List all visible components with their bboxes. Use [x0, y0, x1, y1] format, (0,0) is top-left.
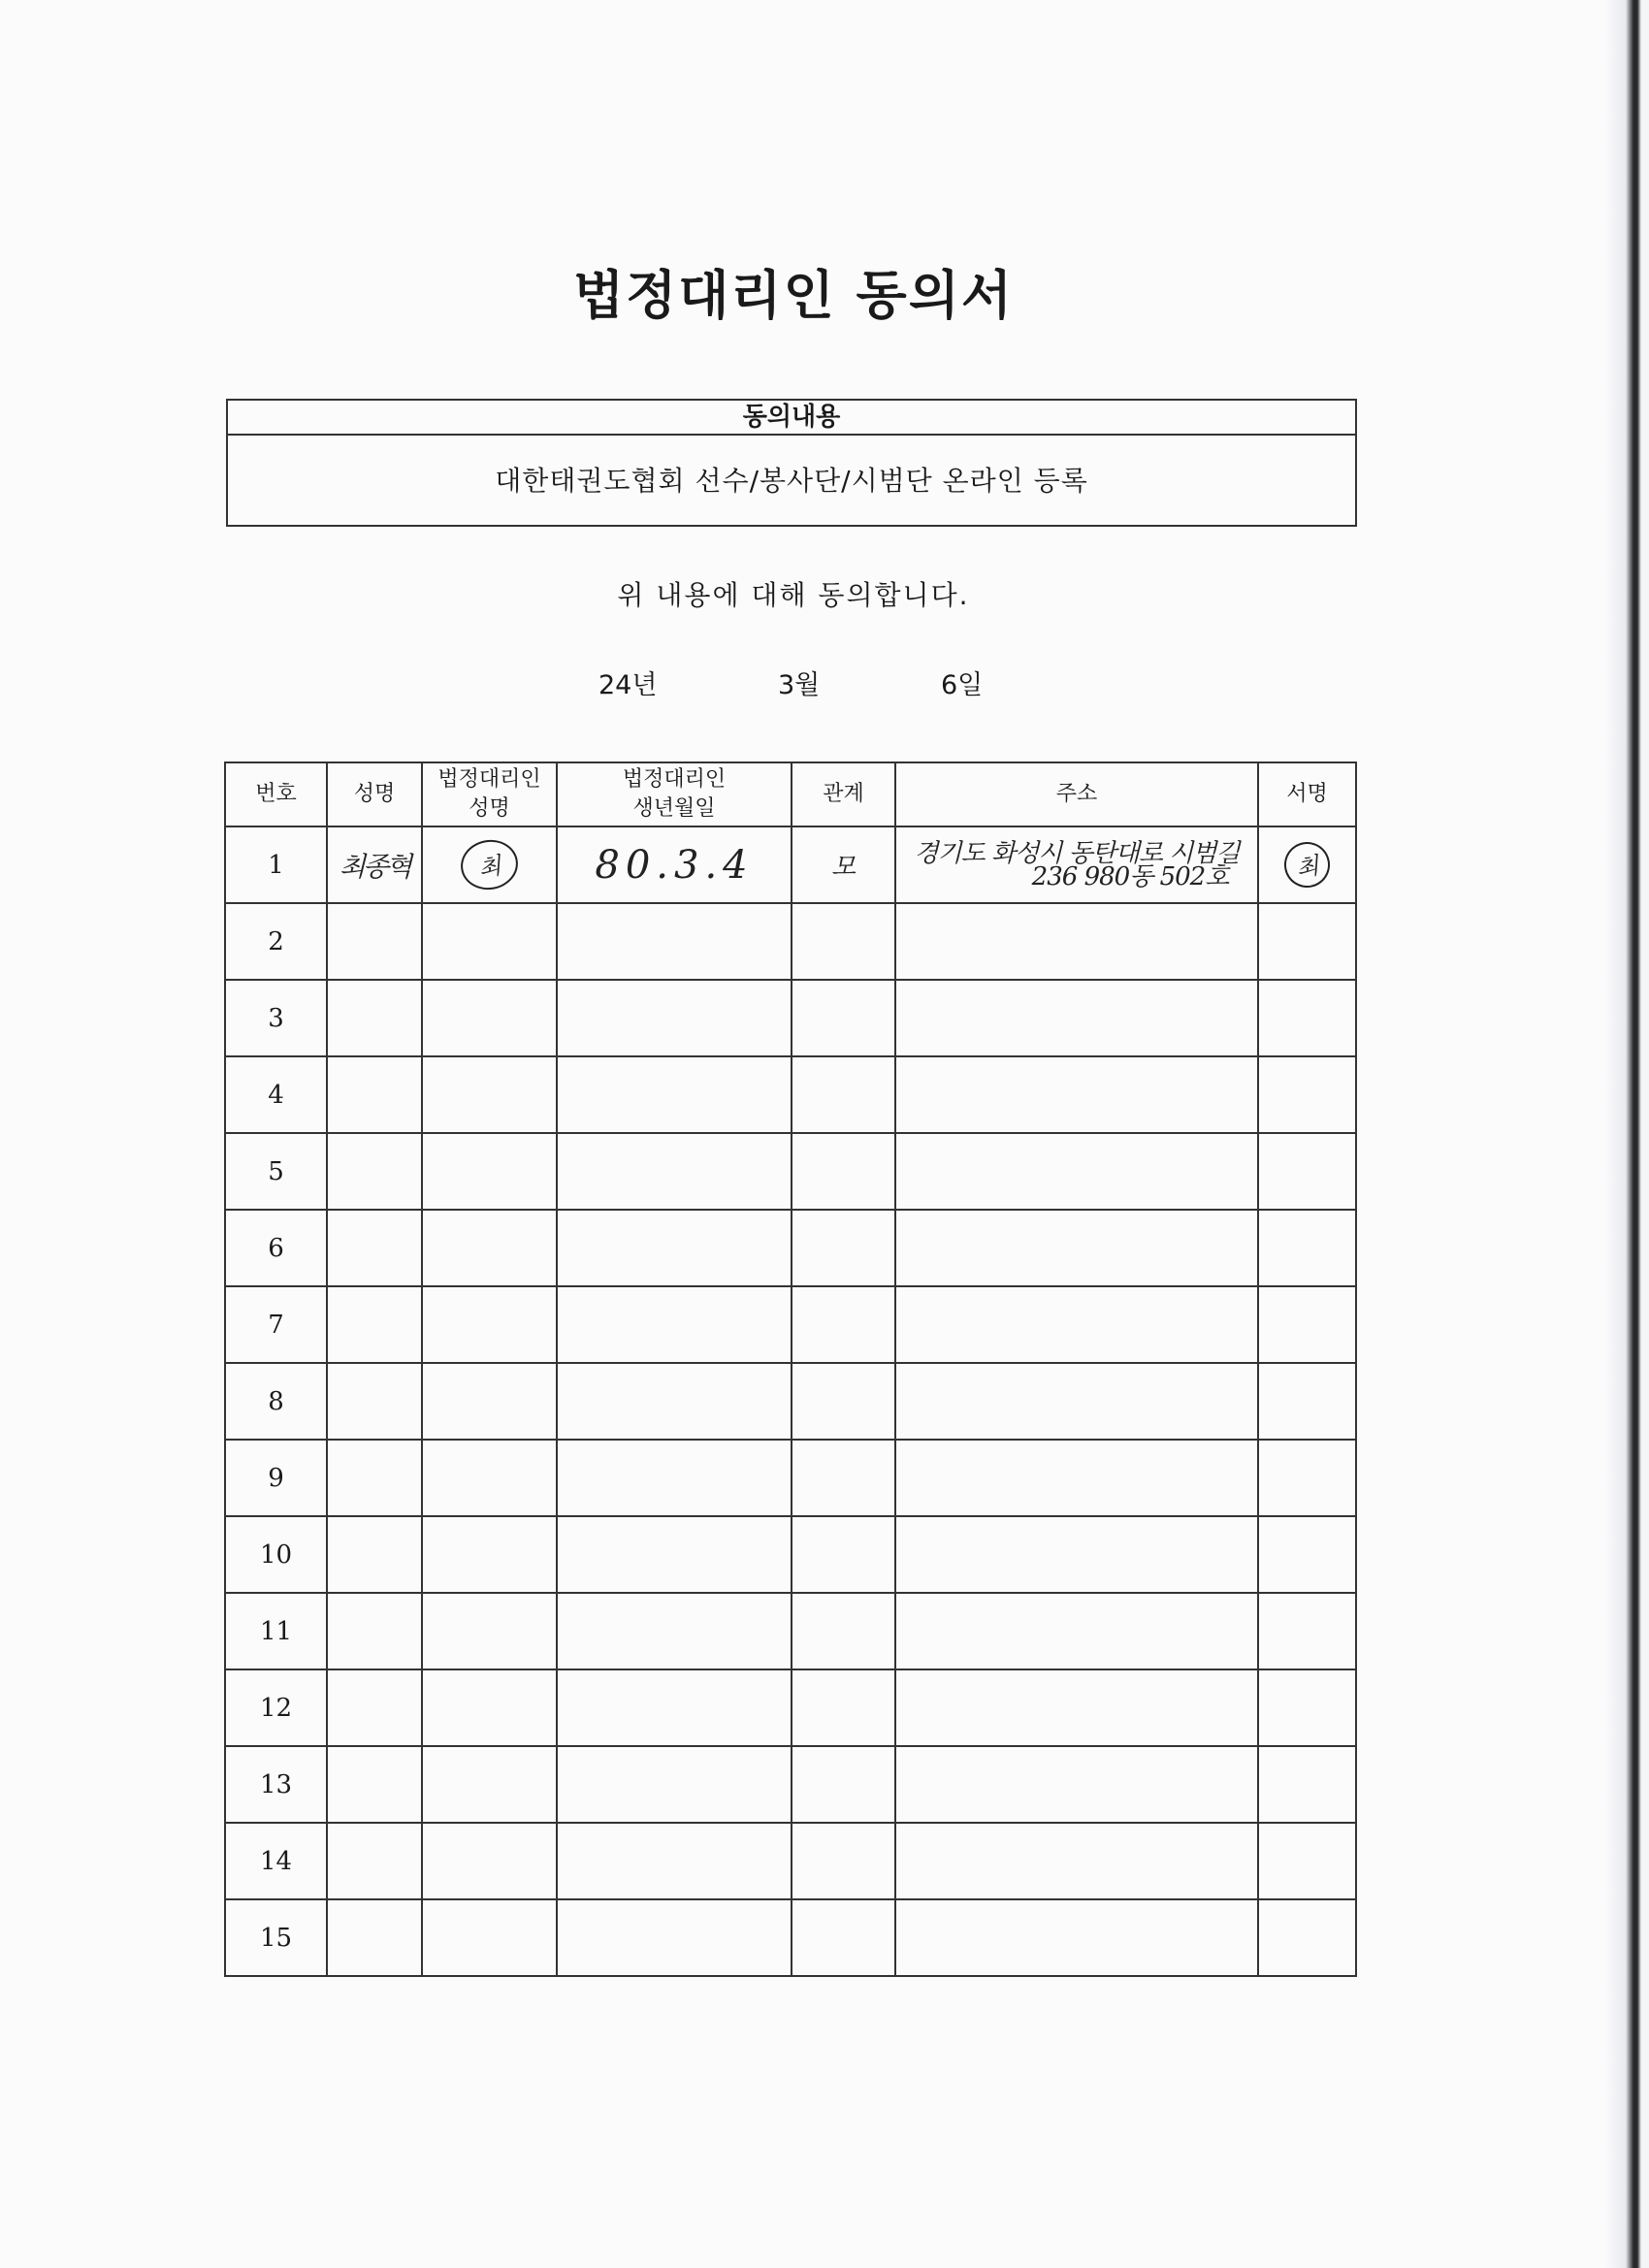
- row-name: [327, 1899, 422, 1976]
- table-row: [225, 1056, 1356, 1133]
- row-relation: [792, 1823, 895, 1899]
- row-relation: [792, 1593, 895, 1669]
- row-name: [327, 1440, 422, 1516]
- row-name: [327, 1669, 422, 1746]
- address-line2: 236 980동 502호: [1031, 861, 1229, 891]
- row-guardian-name: [422, 1133, 557, 1210]
- row-relation: [792, 980, 895, 1056]
- row-guardian-name: [422, 1056, 557, 1133]
- row-name: [327, 1133, 422, 1210]
- row-guardian-birth: [557, 1210, 792, 1286]
- row-address: [895, 826, 1258, 903]
- row-guardian-birth: [557, 1286, 792, 1363]
- row-guardian-name: [422, 1669, 557, 1746]
- row-relation: [792, 903, 895, 980]
- row-number: 9: [225, 1440, 327, 1516]
- row-guardian-birth: [557, 1899, 792, 1976]
- handwritten-relation: 모: [830, 853, 857, 882]
- row-number: 15: [225, 1899, 327, 1976]
- row-relation: [792, 1669, 895, 1746]
- row-signature: [1258, 1056, 1356, 1133]
- row-address: [895, 1669, 1258, 1746]
- row-name: [327, 980, 422, 1056]
- row-name: [327, 1210, 422, 1286]
- row-guardian-name: [422, 1516, 557, 1593]
- row-guardian-name: [422, 980, 557, 1056]
- row-address: [895, 1746, 1258, 1823]
- guardian-signature-mark: 최: [457, 835, 522, 894]
- table-row: [225, 1286, 1356, 1363]
- table-row: [225, 1593, 1356, 1669]
- header-guardian-name-line2: 성명: [469, 796, 510, 821]
- row-address: [895, 1516, 1258, 1593]
- row-address: [895, 1440, 1258, 1516]
- date-year: 24년: [598, 670, 658, 700]
- table-row: [225, 980, 1356, 1056]
- row-signature: [1258, 1746, 1356, 1823]
- row-guardian-name: [422, 1746, 557, 1823]
- row-guardian-name: [422, 1286, 557, 1363]
- row-guardian-birth: [557, 1669, 792, 1746]
- row-guardian-name: [422, 1210, 557, 1286]
- row-signature: [1258, 826, 1356, 903]
- row-signature: [1258, 1669, 1356, 1746]
- row-address: [895, 1363, 1258, 1440]
- row-guardian-birth: [557, 980, 792, 1056]
- row-name: [327, 903, 422, 980]
- header-relation: 관계: [792, 762, 895, 826]
- row-relation: [792, 1516, 895, 1593]
- row-signature: [1258, 1823, 1356, 1899]
- row-name: [327, 826, 422, 903]
- row-number: 12: [225, 1669, 327, 1746]
- header-guardian-birth-line2: 생년월일: [632, 796, 716, 821]
- row-number: 3: [225, 980, 327, 1056]
- row-number: 4: [225, 1056, 327, 1133]
- row-number: 8: [225, 1363, 327, 1440]
- row-number: 10: [225, 1516, 327, 1593]
- row-guardian-name: [422, 1440, 557, 1516]
- table-row: [225, 1363, 1356, 1440]
- row-address: [895, 1286, 1258, 1363]
- handwritten-birthdate: 80.3.4: [595, 842, 754, 888]
- row-name: [327, 1516, 422, 1593]
- page-title: 법정대리인 동의서: [572, 265, 1015, 326]
- header-no: 번호: [225, 762, 327, 826]
- row-guardian-birth: [557, 1056, 792, 1133]
- row-guardian-birth: [557, 1823, 792, 1899]
- row-guardian-name: [422, 1823, 557, 1899]
- table-row: [225, 1746, 1356, 1823]
- date-month: 3월: [778, 670, 821, 700]
- row-number: 6: [225, 1210, 327, 1286]
- row-guardian-birth: [557, 1516, 792, 1593]
- signature-mark: 최: [1280, 838, 1334, 891]
- row-signature: [1258, 903, 1356, 980]
- row-name: [327, 1286, 422, 1363]
- row-guardian-birth: [557, 1363, 792, 1440]
- row-name: [327, 1746, 422, 1823]
- row-guardian-name: [422, 1899, 557, 1976]
- header-guardian-name-line1: 법정대리인: [437, 767, 541, 792]
- header-address: 주소: [895, 762, 1258, 826]
- table-row: [225, 1823, 1356, 1899]
- row-address: [895, 1823, 1258, 1899]
- row-relation: [792, 1133, 895, 1210]
- row-guardian-name: [422, 826, 557, 903]
- row-signature: [1258, 980, 1356, 1056]
- table-row: [225, 1210, 1356, 1286]
- row-guardian-birth: [557, 903, 792, 980]
- row-guardian-name: [422, 1593, 557, 1669]
- header-guardian-birth-line1: 법정대리인: [622, 767, 727, 792]
- row-guardian-birth: [557, 1746, 792, 1823]
- header-signature: 서명: [1258, 762, 1356, 826]
- row-relation: [792, 1210, 895, 1286]
- consent-header: 동의내용: [228, 401, 1355, 436]
- row-number: 5: [225, 1133, 327, 1210]
- row-guardian-birth: [557, 826, 792, 903]
- row-address: [895, 1899, 1258, 1976]
- date-day: 6일: [941, 670, 984, 700]
- row-relation: [792, 1286, 895, 1363]
- row-address: [895, 1133, 1258, 1210]
- row-relation: [792, 1746, 895, 1823]
- row-relation: [792, 1440, 895, 1516]
- handwritten-name: 최종혁: [339, 850, 410, 883]
- row-name: [327, 1823, 422, 1899]
- row-address: [895, 1210, 1258, 1286]
- row-signature: [1258, 1899, 1356, 1976]
- row-number: 2: [225, 903, 327, 980]
- row-signature: [1258, 1133, 1356, 1210]
- header-guardian-birth: [557, 762, 792, 826]
- row-relation: [792, 826, 895, 903]
- table-row: [225, 826, 1356, 903]
- table-row: [225, 1440, 1356, 1516]
- table-row: [225, 1516, 1356, 1593]
- row-guardian-name: [422, 1363, 557, 1440]
- row-address: [895, 1056, 1258, 1133]
- row-name: [327, 1593, 422, 1669]
- row-guardian-name: [422, 903, 557, 980]
- row-address: [895, 980, 1258, 1056]
- table-row: [225, 903, 1356, 980]
- row-signature: [1258, 1516, 1356, 1593]
- row-signature: [1258, 1593, 1356, 1669]
- row-relation: [792, 1363, 895, 1440]
- table-row: [225, 1133, 1356, 1210]
- consent-box: [226, 399, 1357, 527]
- header-name: 성명: [327, 762, 422, 826]
- table-row: [225, 1669, 1356, 1746]
- guardian-table: [224, 761, 1357, 1977]
- row-name: [327, 1056, 422, 1133]
- row-signature: [1258, 1210, 1356, 1286]
- row-guardian-birth: [557, 1440, 792, 1516]
- row-signature: [1258, 1363, 1356, 1440]
- row-number: 1: [225, 826, 327, 903]
- row-relation: [792, 1056, 895, 1133]
- row-address: [895, 1593, 1258, 1669]
- row-name: [327, 1363, 422, 1440]
- consent-content: 대한태권도협회 선수/봉사단/시범단 온라인 등록: [495, 465, 1088, 497]
- row-address: [895, 903, 1258, 980]
- row-guardian-birth: [557, 1593, 792, 1669]
- row-guardian-birth: [557, 1133, 792, 1210]
- row-number: 7: [225, 1286, 327, 1363]
- header-guardian-name: [422, 762, 557, 826]
- row-number: 13: [225, 1746, 327, 1823]
- row-number: 11: [225, 1593, 327, 1669]
- table-header-row: [225, 762, 1356, 826]
- table-row: [225, 1899, 1356, 1976]
- row-signature: [1258, 1440, 1356, 1516]
- row-number: 14: [225, 1823, 327, 1899]
- agree-statement: 위 내용에 대해 동의합니다.: [617, 579, 970, 611]
- scan-edge: [1604, 0, 1649, 2268]
- row-signature: [1258, 1286, 1356, 1363]
- row-relation: [792, 1899, 895, 1976]
- address-line1: 경기도 화성시 동탄대로 시범길: [914, 838, 1240, 868]
